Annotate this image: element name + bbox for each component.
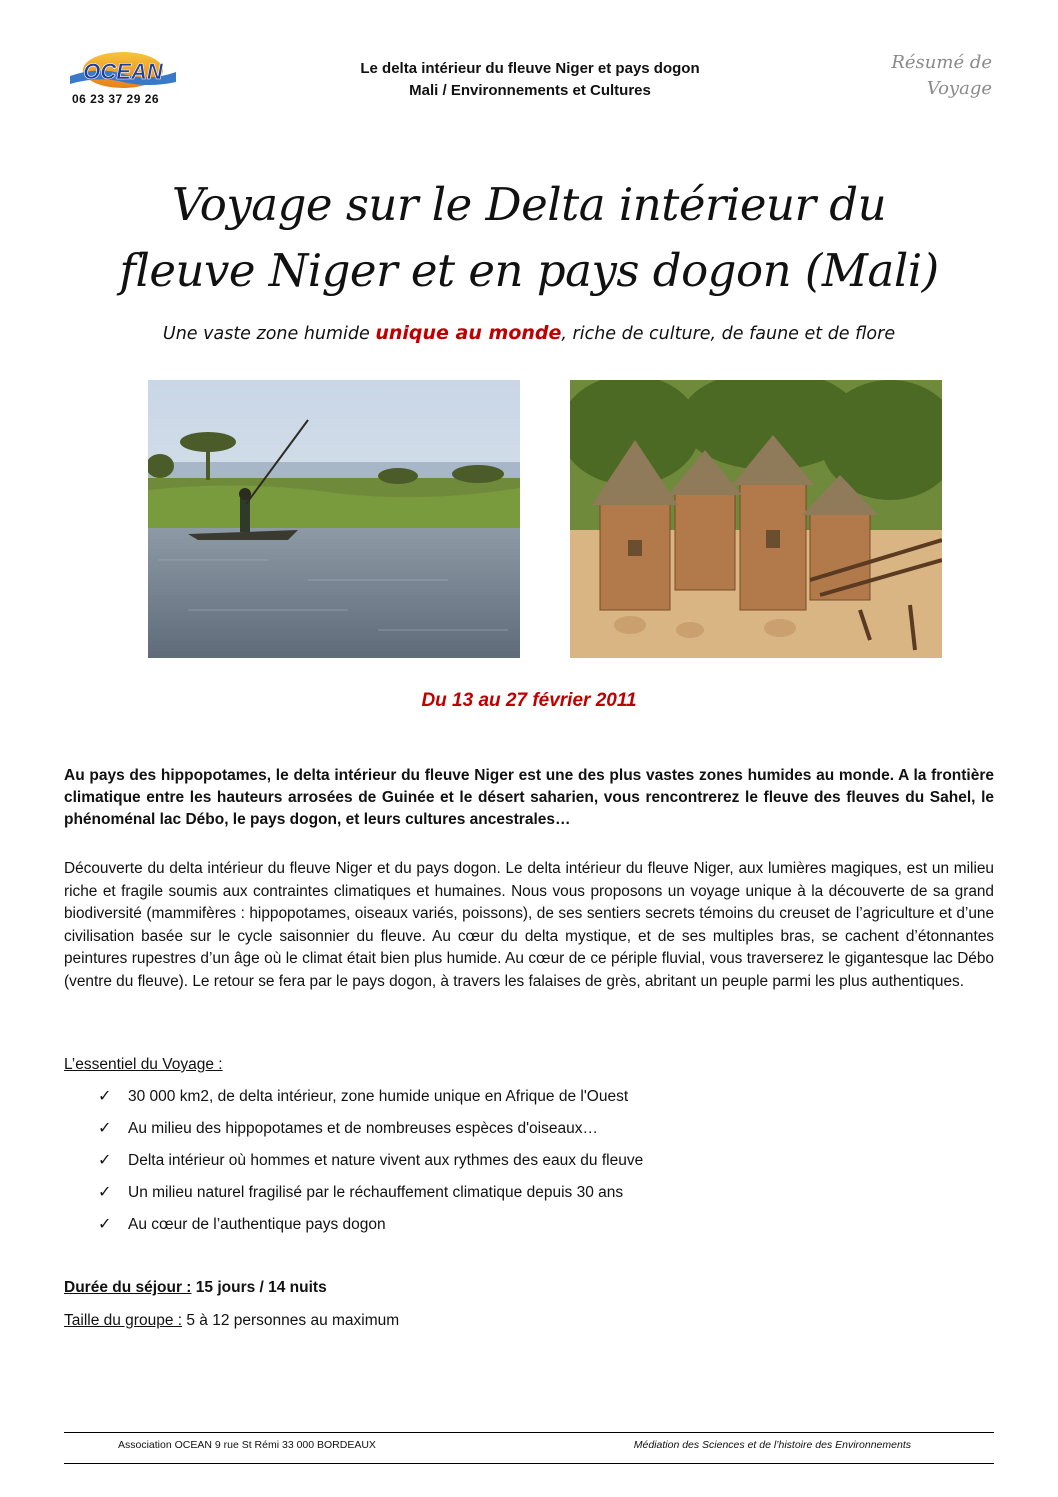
main-title [40, 172, 1018, 304]
header-title [260, 58, 800, 102]
header-line-1: Le delta intérieur du fleuve Niger et pays dogon [360, 60, 700, 77]
checkmark-icon: ✓ [98, 1120, 112, 1137]
list-item [98, 1149, 643, 1181]
list-item [98, 1117, 643, 1149]
main-title-line-2: fleuve Niger et en pays dogon (Mali) [119, 244, 939, 297]
group-size-line [64, 1312, 399, 1330]
footer-divider-top [64, 1432, 994, 1433]
checkmark-icon: ✓ [98, 1216, 112, 1233]
doc-type-line-1: Résumé de [891, 52, 992, 73]
essential-item-text: Au cœur de l’authentique pays dogon [128, 1216, 386, 1233]
photo-dogon-granaries [570, 380, 942, 658]
essential-item-text: Au milieu des hippopotames et de nombreuses espèces d'oiseaux… [128, 1120, 598, 1137]
intro-paragraph: Au pays des hippopotames, le delta intérieur du fleuve Niger est une des plus vastes zones humides au monde. A la frontière climatique entre les hauteurs arrosées de Guinée et le désert saharien, vous rencontrerez le fleuve des fleuves du Sahel, le phénoménal lac Débo, le pays dogon, et leurs cultures ancestrales… [64, 767, 994, 828]
logo-text: OCEAN [83, 59, 163, 84]
essential-item-text: Delta intérieur où hommes et nature vivent aux rythmes des eaux du fleuve [128, 1152, 644, 1169]
trip-dates: Du 13 au 27 février 2011 [421, 690, 637, 711]
checkmark-icon: ✓ [98, 1184, 112, 1201]
essential-item-text: 30 000 km2, de delta intérieur, zone humide unique en Afrique de l'Ouest [128, 1088, 629, 1105]
list-item [98, 1085, 643, 1117]
footer-address: Association OCEAN 9 rue St Rémi 33 000 BORDEAUX [118, 1439, 376, 1451]
subtitle-highlight: unique au monde [375, 322, 562, 344]
essentials-list [98, 1085, 643, 1245]
ocean-logo-icon [68, 48, 178, 96]
footer-divider-bottom [64, 1463, 994, 1464]
description-paragraph: Découverte du delta intérieur du fleuve Niger et du pays dogon. Le delta intérieur du fleuve Niger, aux lumières magiques, est un milieu riche et fragile soumis aux contraintes climatiques et humaines. Nous vous proposons un voyage unique à la découverte de sa grand biodiversité (mammifères : hippopotames, oiseaux variés, poissons), de ses sentiers secrets témoins du creuset de l’agriculture et d’une civilisation basée sur le cycle saisonnier du fleuve. Au cœur du delta mystique, et de ses multiples bras, se cachent d’étonnantes peintures rupestres d’un âge où le climat était bien plus humide. Au cœur de ce périple fluvial, vous traverserez le gigantesque lac Débo (ventre du fleuve). Le retour se fera par le pays dogon, à travers les falaises de grès, abritant un peuple parmi les plus authentiques. [64, 860, 994, 990]
duration-label: Durée du séjour : [64, 1279, 192, 1296]
group-size-value: 5 à 12 personnes au maximum [182, 1312, 400, 1329]
subtitle-before: Une vaste zone humide [162, 324, 376, 344]
essential-item-text: Un milieu naturel fragilisé par le réchauffement climatique depuis 30 ans [128, 1184, 624, 1201]
subtitle [40, 322, 1018, 344]
doc-type-line-2: Voyage [926, 78, 992, 99]
footer-tagline: Médiation des Sciences et de l’histoire des Environnements [633, 1439, 911, 1451]
group-size-label: Taille du groupe : [64, 1312, 183, 1329]
list-item [98, 1213, 643, 1245]
main-title-line-1: Voyage sur le Delta intérieur du [171, 178, 887, 231]
photo-river-pirogue [148, 380, 520, 658]
checkmark-icon: ✓ [98, 1152, 112, 1169]
header-line-2: Mali / Environnements et Cultures [409, 82, 651, 99]
list-item [98, 1181, 643, 1213]
subtitle-after: , riche de culture, de faune et de flore [561, 324, 896, 344]
checkmark-icon: ✓ [98, 1088, 112, 1105]
duration-line [64, 1279, 327, 1297]
essentials-title: L’essentiel du Voyage : [64, 1056, 223, 1073]
phone-number: 06 23 37 29 26 [72, 92, 160, 106]
duration-value: 15 jours / 14 nuits [191, 1279, 327, 1296]
doc-type-label [891, 50, 992, 102]
